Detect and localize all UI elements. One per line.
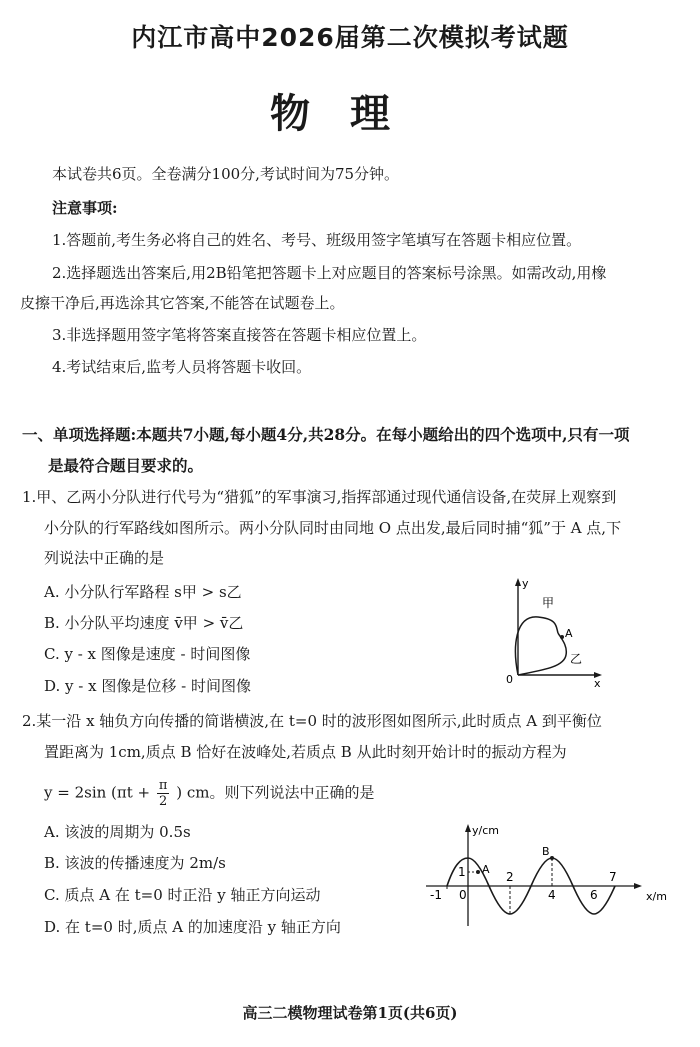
q2-stem-1: 2.某一沿 x 轴负方向传播的简谐横波,在 t=0 时的波形图如图所示,此时质点 A 到平衡位 — [22, 712, 602, 730]
q1-y-label: y — [522, 577, 529, 590]
exam-info: 本试卷共6页。全卷满分100分,考试时间为75分钟。 — [52, 165, 400, 183]
q2-option-b: B. 该波的传播速度为 2m/s — [44, 854, 226, 872]
q1-route-figure — [498, 575, 608, 690]
q1-stem-2: 小分队的行军路线如图所示。两小分队同时由同地 O 点出发,最后同时捕“狐”于 A 点,下 — [44, 519, 622, 537]
q2-tick-2: 2 — [506, 870, 514, 884]
q2-option-d: D. 在 t=0 时,质点 A 的加速度沿 y 轴正方向 — [44, 918, 341, 936]
q2-x-label: x/m — [646, 890, 667, 903]
q2-label-a: A — [482, 863, 490, 876]
q1-stem-1: 1.甲、乙两小分队进行代号为“猎狐”的军事演习,指挥部通过现代通信设备,在荧屏上观察到 — [22, 488, 617, 506]
page-footer: 高三二模物理试卷第1页(共6页) — [242, 1004, 458, 1022]
q2-label-b: B — [542, 845, 550, 858]
q1-option-b: B. 小分队平均速度 v̄甲 > v̄乙 — [44, 614, 244, 632]
q2-equation-fraction — [157, 778, 170, 809]
q2-origin-label: 0 — [459, 888, 467, 902]
notice-item-2-cont: 皮擦干净后,再选涂其它答案,不能答在试题卷上。 — [20, 294, 345, 312]
q2-option-c: C. 质点 A 在 t=0 时正沿 y 轴正方向运动 — [44, 886, 321, 904]
q1-stem-3: 列说法中正确的是 — [44, 549, 165, 567]
section-heading: 一、单项选择题:本题共7小题,每小题4分,共28分。在每小题给出的四个选项中,只有一项 — [22, 425, 630, 444]
q2-y-label: y/cm — [472, 824, 499, 837]
q2-tick-6: 6 — [590, 888, 598, 902]
q1-x-label: x — [594, 677, 601, 690]
q1-option-c: C. y - x 图像是速度 - 时间图像 — [44, 645, 251, 663]
q1-label-jia: 甲 — [542, 596, 555, 610]
q2-wave-figure — [418, 818, 688, 930]
q2-tick-4: 4 — [548, 888, 556, 902]
q2-stem-2: 置距离为 1cm,质点 B 恰好在波峰处,若质点 B 从此时刻开始计时的振动方程为 — [44, 743, 567, 761]
notice-item-1: 1.答题前,考生务必将自己的姓名、考号、班级用签字笔填写在答题卡相应位置。 — [52, 231, 582, 249]
q2-fraction-numerator: π — [158, 778, 168, 793]
notice-item-2: 2.选择题选出答案后,用2B铅笔把答题卡上对应题目的答案标号涂黑。如需改动,用橡 — [52, 264, 607, 282]
q2-equation — [44, 778, 374, 809]
exam-title: 内江市高中2026届第二次模拟考试题 — [131, 23, 569, 52]
notice-item-3: 3.非选择题用签字笔将答案直接答在答题卡相应位置上。 — [52, 326, 427, 344]
q2-equation-suffix: ) cm。则下列说法中正确的是 — [176, 783, 375, 802]
q1-origin-label: 0 — [506, 673, 513, 686]
section-heading-cont: 是最符合题目要求的。 — [48, 456, 204, 475]
q2-fraction-denominator: 2 — [159, 794, 168, 809]
q2-label-1: 1 — [458, 865, 466, 879]
q2-equation-prefix: y = 2sin (πt + — [44, 783, 151, 802]
q1-option-d: D. y - x 图像是位移 - 时间图像 — [44, 677, 251, 695]
q1-label-yi: 乙 — [570, 652, 583, 666]
q1-label-a: A — [565, 627, 573, 640]
q2-option-a: A. 该波的周期为 0.5s — [44, 823, 191, 841]
q2-tick-neg1: -1 — [430, 888, 442, 902]
q2-tick-7: 7 — [609, 870, 617, 884]
subject-title: 物理 — [270, 91, 430, 137]
notice-heading: 注意事项: — [52, 199, 118, 217]
notice-item-4: 4.考试结束后,监考人员将答题卡收回。 — [52, 358, 312, 376]
q1-option-a: A. 小分队行军路程 s甲 > s乙 — [44, 583, 242, 601]
